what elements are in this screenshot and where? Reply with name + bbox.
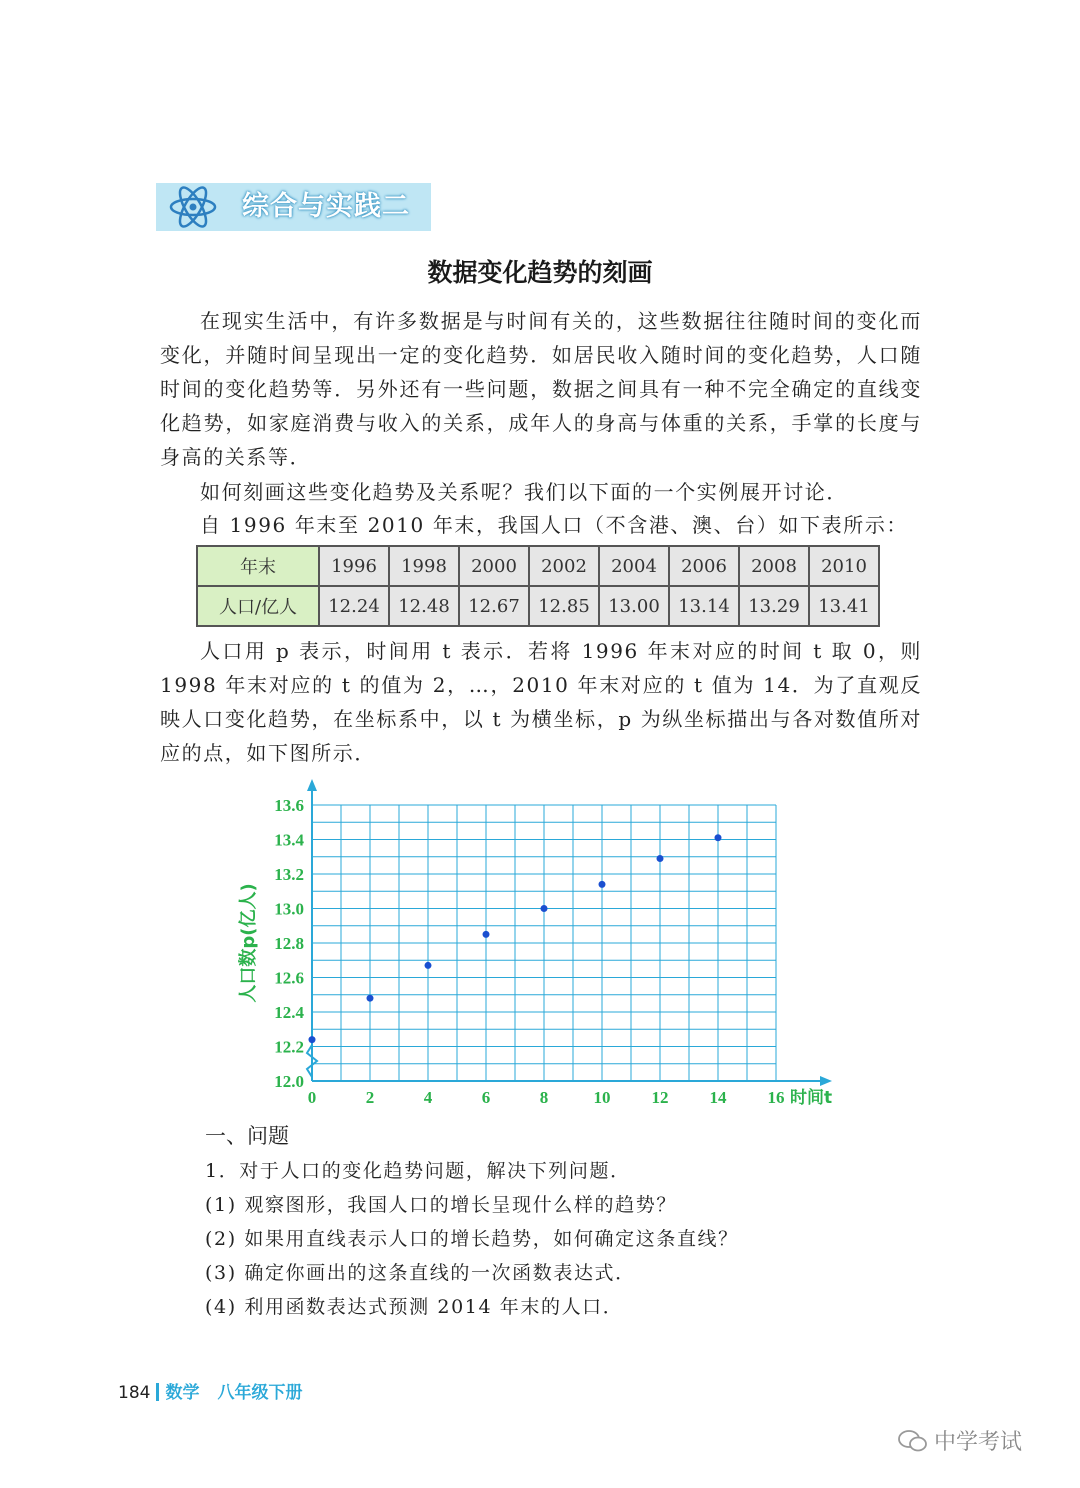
plot-description-paragraph: 人口用 p 表示，时间用 t 表示．若将 1996 年末对应的时间 t 取 0，则 1998 年末对应的 t 的值为 2，…，2010 年末对应的 t 值为 14．为了直观反映人口变化趋势，在坐标系中，以 t 为横坐标，p 为纵坐标描出与各对数值所对应的点，如下图所示．: [160, 639, 922, 765]
x-tick-label: 2: [365, 1088, 375, 1107]
x-axis-label: 时间t: [790, 1088, 833, 1108]
table-cell: 13.14: [669, 586, 739, 626]
section-title: 综合与实践二: [242, 191, 410, 222]
table-cell: 1996: [319, 546, 389, 586]
y-tick-label: 13.4: [274, 830, 304, 850]
population-scatter-chart: [230, 770, 850, 1115]
data-point: [599, 881, 606, 888]
table-cell: 2010: [809, 546, 879, 586]
y-tick-label: 12.8: [274, 934, 304, 953]
x-tick-label: 8: [539, 1088, 549, 1107]
x-tick-label: 10: [593, 1088, 611, 1107]
x-tick-label: 0: [307, 1088, 317, 1107]
watermark-text: 中学考试: [934, 1430, 1023, 1455]
questions-heading: 一、问题: [205, 1124, 289, 1148]
table-cell: 12.48: [389, 586, 459, 626]
footer-subject: 数学: [165, 1383, 200, 1403]
y-tick-label: 13.6: [274, 796, 304, 815]
table-cell: 13.00: [599, 586, 669, 626]
atom-icon: [163, 183, 223, 231]
x-tick-label: 16: [767, 1088, 785, 1107]
question-item: (4) 利用函数表达式预测 2014 年末的人口．: [205, 1296, 624, 1318]
table-cell: 13.29: [739, 586, 809, 626]
y-tick-label: 13.0: [274, 899, 304, 919]
footer-book: 八年级下册: [217, 1383, 303, 1403]
wechat-icon: [898, 1430, 928, 1452]
table-row: [197, 586, 879, 626]
table-cell: 13.41: [809, 586, 879, 626]
table-cell: 12.24: [319, 586, 389, 626]
page-number: 184: [118, 1383, 151, 1403]
population-table: [196, 545, 880, 627]
y-axis-label: 人口数p(亿人): [238, 883, 259, 1003]
table-cell: 2004: [599, 546, 669, 586]
intro-paragraph: 在现实生活中，有许多数据是与时间有关的，这些数据往往随时间的变化而变化，并随时间呈现出一定的变化趋势．如居民收入随时间的变化趋势，人口随时间的变化趋势等．另外还有一些问题，数据之间具有一种不完全确定的直线变化趋势，如家庭消费与收入的关系，成年人的身高与体重的关系，手掌的长度与身高的关系等．: [160, 309, 922, 469]
data-point: [425, 962, 432, 969]
data-point: [367, 995, 374, 1002]
footer-divider: [156, 1383, 159, 1401]
y-tick-label: 12.0: [274, 1072, 304, 1091]
y-tick-label: 12.4: [274, 1003, 304, 1022]
x-tick-label: 12: [651, 1088, 669, 1107]
data-point: [657, 855, 664, 862]
page-footer: [118, 1378, 302, 1403]
table-cell: 2008: [739, 546, 809, 586]
x-tick-label: 14: [709, 1088, 727, 1107]
y-axis-arrow: [307, 779, 317, 791]
table-header-year: 年末: [197, 546, 319, 586]
watermark: [898, 1425, 1022, 1456]
question-paragraph: 如何刻画这些变化趋势及关系呢？我们以下面的一个实例展开讨论．: [200, 480, 848, 504]
data-point: [309, 1036, 316, 1043]
table-cell: 2002: [529, 546, 599, 586]
y-tick-label: 12.2: [274, 1037, 304, 1057]
x-tick-label: 6: [481, 1088, 491, 1107]
table-cell: 12.67: [459, 586, 529, 626]
question-item: (1) 观察图形，我国人口的增长呈现什么样的趋势？: [205, 1194, 677, 1216]
table-row: [197, 546, 879, 586]
x-axis-arrow: [820, 1076, 832, 1086]
table-cell: 2006: [669, 546, 739, 586]
question-item: (2) 如果用直线表示人口的增长趋势，如何确定这条直线？: [205, 1228, 739, 1250]
table-cell: 1998: [389, 546, 459, 586]
y-tick-label: 12.6: [274, 968, 304, 988]
data-point: [715, 834, 722, 841]
data-point: [541, 905, 548, 912]
question-item: 1．对于人口的变化趋势问题，解决下列问题．: [205, 1160, 631, 1182]
table-header-population: 人口/亿人: [197, 586, 319, 626]
table-intro-paragraph: 自 1996 年末至 2010 年末，我国人口（不含港、澳、台）如下表所示：: [200, 513, 909, 537]
question-item: (3) 确定你画出的这条直线的一次函数表达式．: [205, 1262, 636, 1284]
table-cell: 2000: [459, 546, 529, 586]
data-point: [483, 931, 490, 938]
page-subtitle: 数据变化趋势的刻画: [427, 258, 653, 287]
x-tick-label: 4: [423, 1088, 433, 1107]
table-cell: 12.85: [529, 586, 599, 626]
y-tick-label: 13.2: [274, 865, 304, 884]
